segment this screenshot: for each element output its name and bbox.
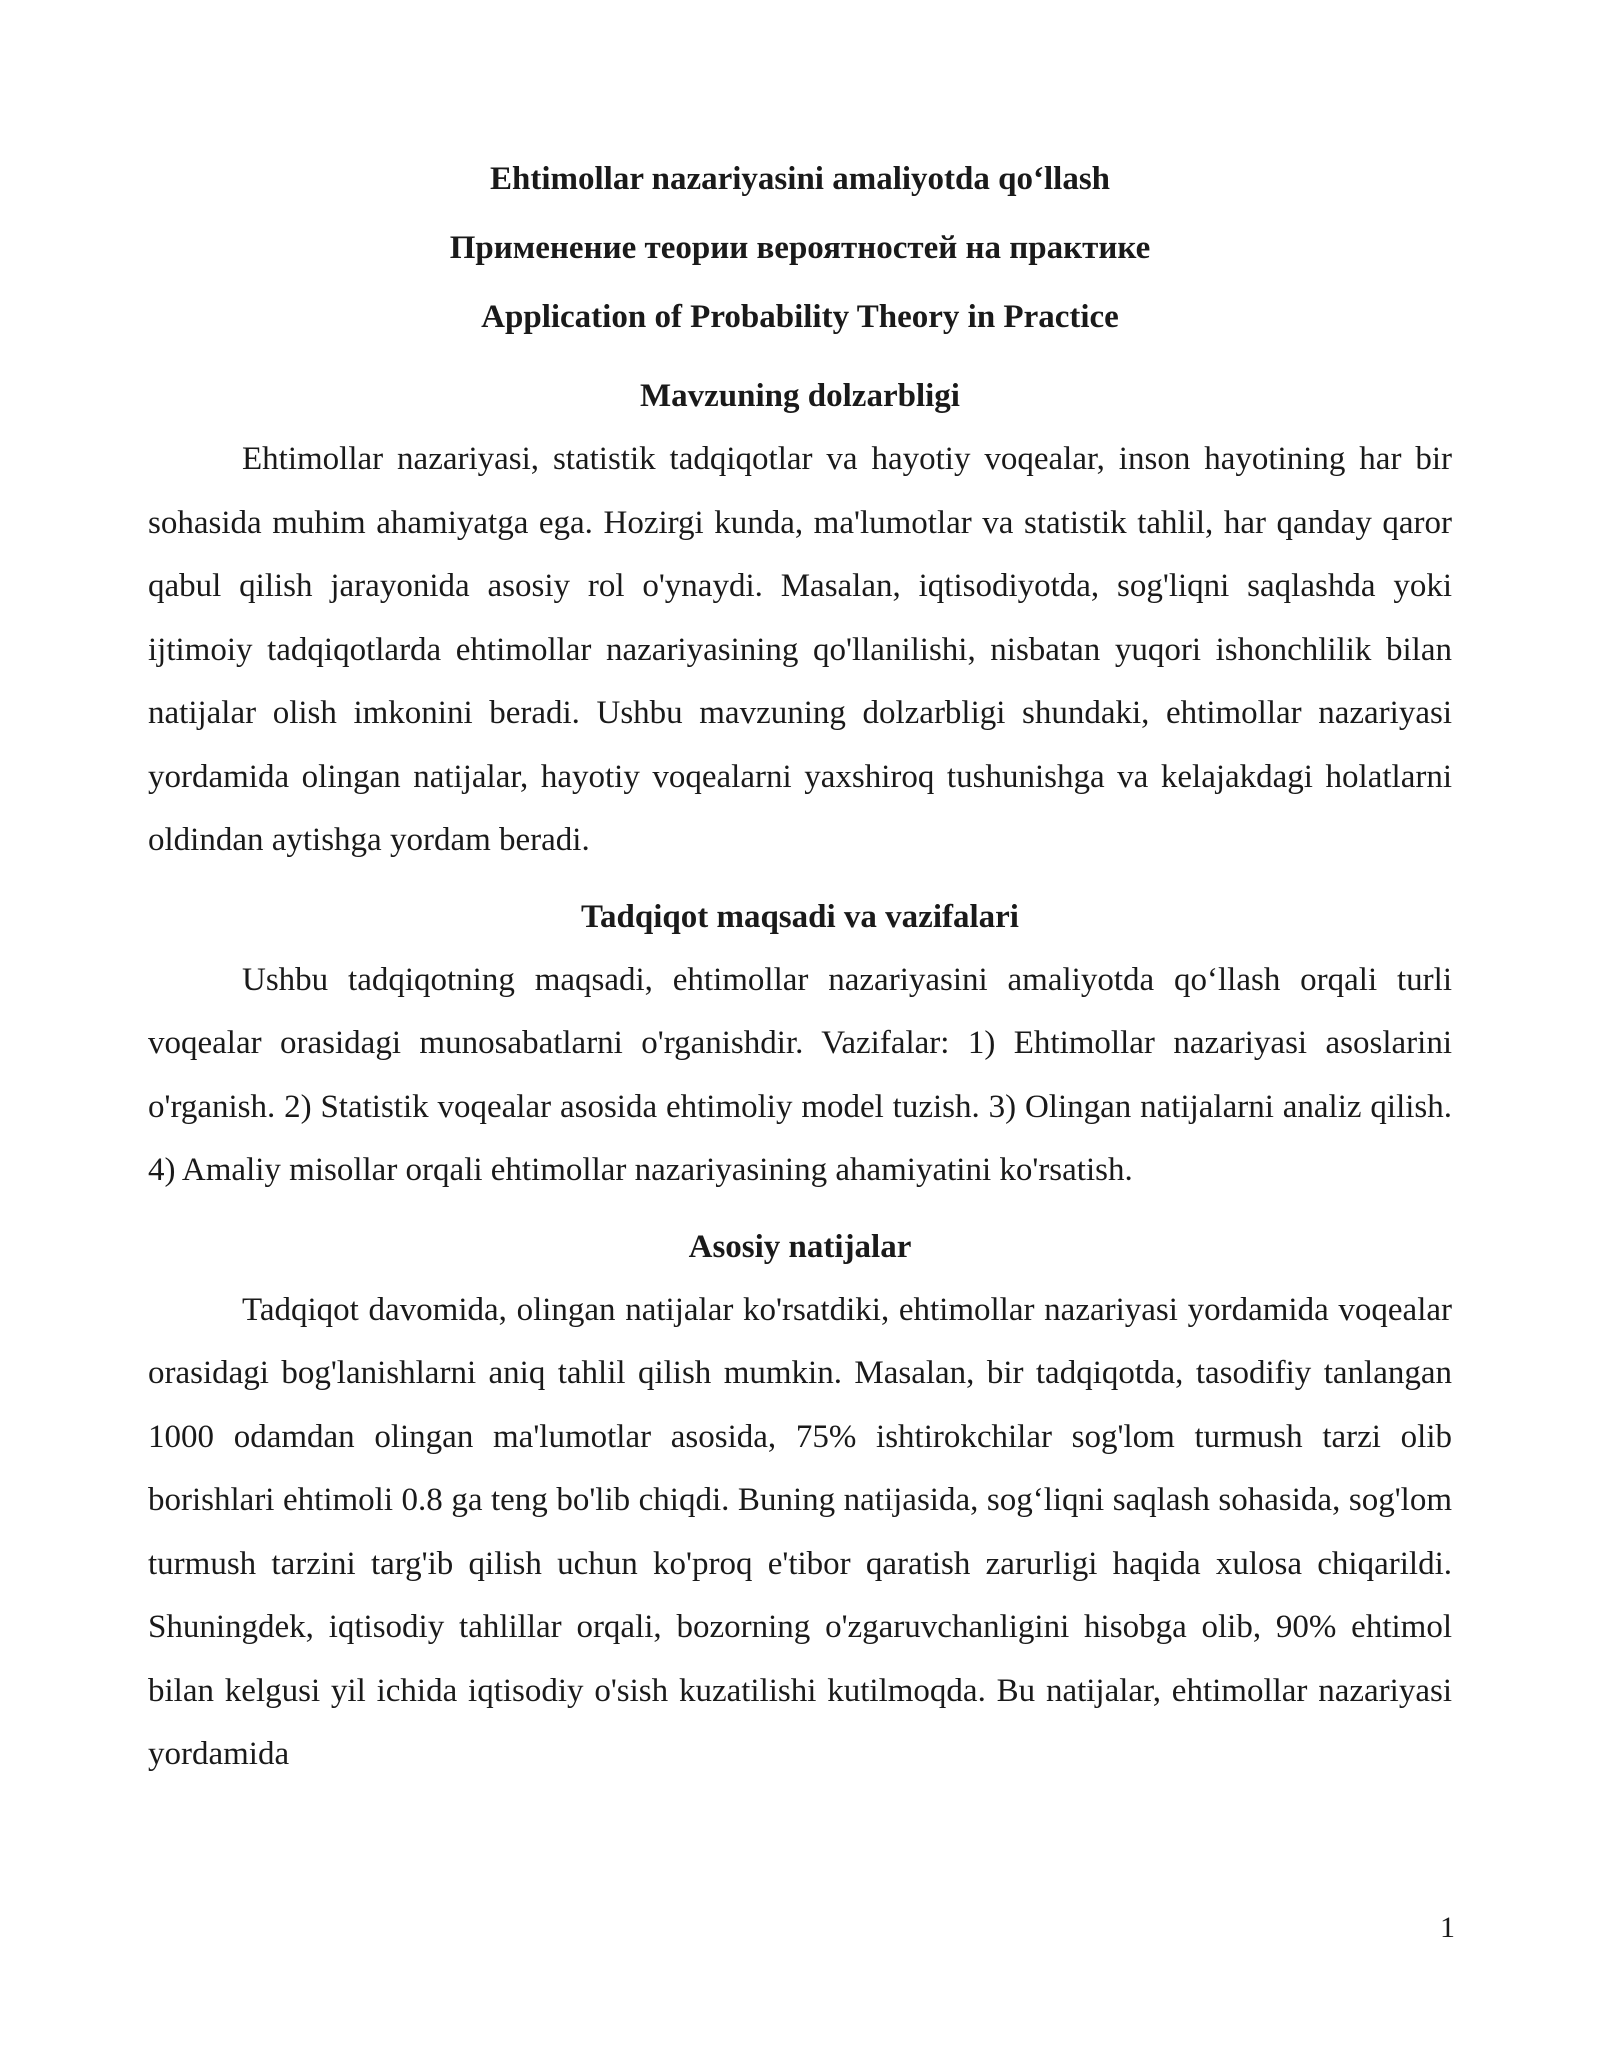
title-uzbek: Ehtimollar nazariyasini amaliyotda qo‘llash <box>489 161 1111 197</box>
section-heading-results: Asosiy natijalar <box>688 1228 912 1265</box>
paragraph-relevance: Ehtimollar nazariyasi, statistik tadqiqotlar va hayotiy voqealar, inson hayotining har bir sohasida muhim ahamiyatga ega. Hozirgi kunda, ma'lumotlar va statistik tahlil, har qanday qaror qabul qilish jarayonida asosiy rol o'ynaydi. Masalan, iqtisodiyotda, sog'liqni saqlashda yoki ijtimoiy tadqiqotlarda ehtimollar nazariyasining qo'llanilishi, nisbatan yuqori ishonchlilik bilan natijalar olish imkonini beradi. Ushbu mavzuning dolzarbligi shundaki, ehtimollar nazariyasi yordamida olingan natijalar, hayotiy voqealarni yaxshiroq tushunishga va kelajakdagi holatlarni oldindan aytishga yordam beradi. <box>148 441 1452 858</box>
section-goals <box>148 885 1452 1203</box>
document-page <box>148 145 1452 1787</box>
title-english: Application of Probability Theory in Practice <box>481 299 1119 335</box>
page-number: 1 <box>1440 1911 1455 1944</box>
title-block <box>148 145 1452 352</box>
section-heading-goals: Tadqiqot maqsadi va vazifalari <box>581 898 1019 935</box>
section-relevance <box>148 364 1452 873</box>
title-russian: Применение теории вероятностей на практике <box>449 230 1151 266</box>
section-heading-relevance: Mavzuning dolzarbligi <box>640 378 960 414</box>
section-results <box>148 1215 1452 1787</box>
paragraph-results: Tadqiqot davomida, olingan natijalar ko'rsatdiki, ehtimollar nazariyasi yordamida voqealar orasidagi bog'lanishlarni aniq tahlil qilish mumkin. Masalan, bir tadqiqotda, tasodifiy tanlangan 1000 odamdan olingan ma'lumotlar asosida, 75% ishtirokchilar sog'lom turmush tarzi olib borishlari ehtimoli 0.8 ga teng bo'lib chiqdi. Buning natijasida, sog‘liqni saqlash sohasida, sog'lom turmush tarzini targ'ib qilish uchun ko'proq e'tibor qaratish zarurligi haqida xulosa chiqarildi. Shuningdek, iqtisodiy tahlillar orqali, bozorning o'zgaruvchanligini hisobga olib, 90% ehtimol bilan kelgusi yil ichida iqtisodiy o'sish kuzatilishi kutilmoqda. Bu natijalar, ehtimollar nazariyasi yordamida <box>148 1291 1452 1772</box>
paragraph-goals: Ushbu tadqiqotning maqsadi, ehtimollar nazariyasini amaliyotda qo‘llash orqali turli voqealar orasidagi munosabatlarni o'rganishdir. Vazifalar: 1) Ehtimollar nazariyasi asoslarini o'rganish. 2) Statistik voqealar asosida ehtimoliy model tuzish. 3) Olingan natijalarni analiz qilish. 4) Amaliy misollar orqali ehtimollar nazariyasining ahamiyatini ko'rsatish. <box>148 961 1452 1188</box>
